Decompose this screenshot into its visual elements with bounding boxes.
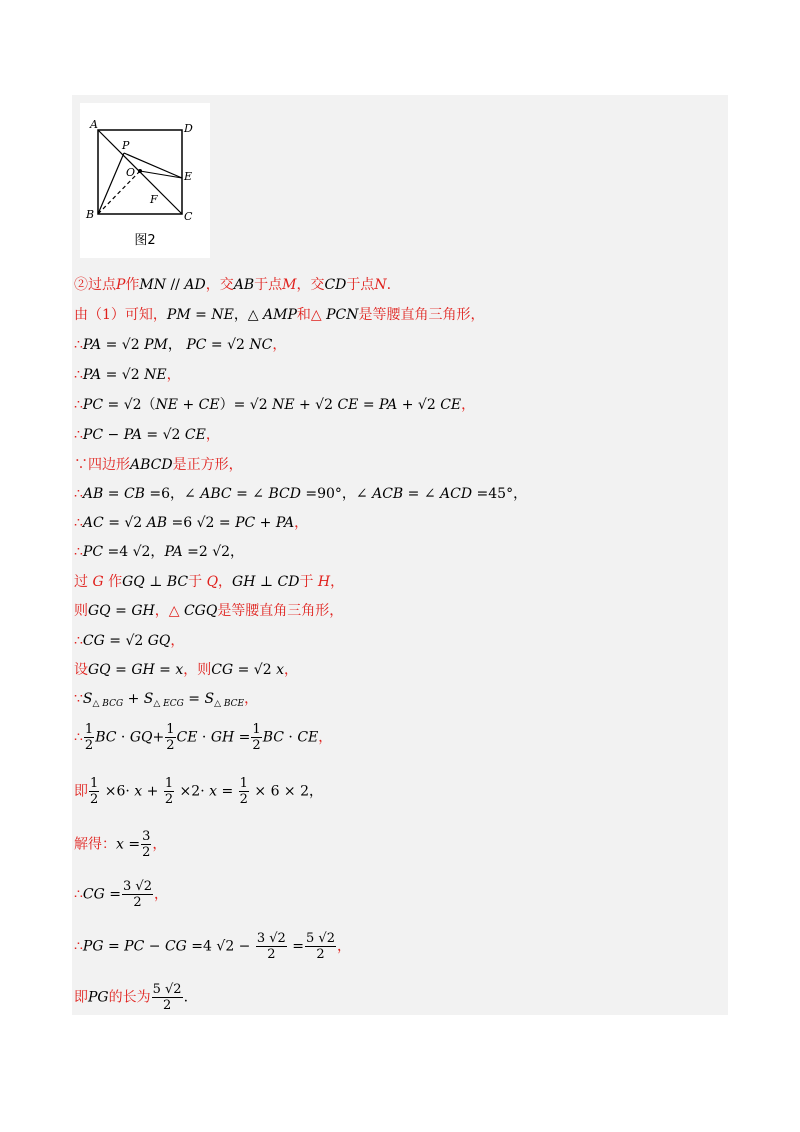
text: · (197, 729, 211, 746)
text: 由（1）可知， (74, 307, 167, 323)
text: PA (379, 397, 398, 413)
text: ABCD (130, 457, 173, 473)
text: 是等腰直角三角形， (358, 307, 485, 323)
text: =4 √2， (103, 544, 165, 560)
text: − (103, 427, 124, 443)
text: CE (297, 729, 319, 746)
text: ACB (372, 486, 404, 502)
text: = √2 (103, 515, 147, 531)
text: GH (131, 662, 155, 678)
text: GQ (129, 729, 153, 746)
denominator: 2 (142, 845, 151, 860)
numerator: 3 √2 (256, 931, 286, 946)
equation-area-sum (74, 722, 332, 753)
text: GH (131, 603, 155, 619)
final-answer (74, 982, 188, 1013)
label-e: E (184, 170, 193, 183)
text: PA (164, 544, 183, 560)
text: =6，∠ (144, 486, 201, 502)
text: PC (235, 515, 256, 531)
numerator: 5 √2 (152, 982, 182, 997)
text: G (92, 574, 104, 590)
text: AB (82, 486, 104, 502)
label-f: F (150, 193, 158, 206)
text: 于 (299, 574, 318, 590)
equation-solve-x (74, 829, 166, 860)
text: = (104, 886, 122, 903)
text: Q (206, 574, 219, 590)
text: ， (336, 938, 351, 955)
text: S (143, 691, 154, 707)
text: GQ (88, 662, 111, 678)
geometry-figure (80, 103, 210, 258)
text: CE (184, 427, 206, 443)
text: PC (124, 938, 145, 955)
text: 过 (74, 574, 93, 590)
text: CGQ (183, 603, 218, 619)
text: ×2· (175, 783, 210, 800)
text: = √2（ (103, 397, 156, 413)
solution-line-13 (74, 631, 184, 651)
solution-line-5 (74, 395, 475, 415)
label-c: C (184, 210, 193, 223)
text: x (209, 783, 218, 800)
text: = √2 (141, 427, 185, 443)
text: CG (82, 886, 105, 903)
text: ， (205, 427, 220, 443)
text: 是等腰直角三角形， (217, 603, 344, 619)
numerator: 3 (142, 829, 151, 844)
text: 作 (103, 574, 123, 590)
text: NE (272, 397, 295, 413)
text: ⊥ (144, 574, 167, 590)
fraction (152, 982, 183, 1013)
solution-line-9 (74, 513, 308, 533)
text: GQ (88, 603, 111, 619)
solution-line-8 (74, 484, 527, 504)
text: PG (82, 938, 104, 955)
text: ， (166, 367, 181, 383)
text: + (123, 691, 144, 707)
text: ， (244, 691, 259, 707)
text: △ BCE (214, 699, 245, 709)
text: · (283, 729, 298, 746)
text: ， (284, 662, 298, 678)
text: 是正方形， (172, 457, 243, 473)
text: CG (164, 938, 187, 955)
text: =90°，∠ (300, 486, 373, 502)
text: 和△ (296, 307, 327, 323)
equation-pg (74, 931, 351, 962)
denominator: 2 (252, 738, 261, 753)
text: ∴ (74, 544, 83, 560)
text: S (82, 691, 93, 707)
text: PC (82, 397, 104, 413)
text: ∴ (74, 515, 83, 531)
text: =2 √2， (182, 544, 245, 560)
text: ，交 (205, 277, 234, 293)
denominator: 2 (90, 792, 99, 807)
solution-line-4 (74, 365, 181, 385)
text: CE (198, 397, 220, 413)
text: + √2 (397, 397, 441, 413)
numerator: 3 √2 (123, 879, 152, 894)
text: CD (324, 277, 347, 293)
text: 即 (74, 783, 88, 800)
text: AB (233, 277, 255, 293)
text: = (287, 938, 305, 955)
text: + (152, 729, 165, 746)
text: + (255, 515, 276, 531)
text: CD (277, 574, 300, 590)
solution-line-2 (74, 305, 485, 325)
text: // (166, 277, 185, 293)
text: ， (152, 836, 167, 853)
fraction (256, 931, 287, 962)
text: = (154, 662, 176, 678)
text: ，△ (154, 603, 184, 619)
text: 即 (74, 989, 88, 1006)
text: ∴ (74, 729, 83, 746)
text: ， (294, 515, 309, 531)
text: x (276, 662, 284, 678)
text: × 6 × 2， (249, 783, 324, 800)
text: = (183, 691, 205, 707)
text: = (190, 307, 212, 323)
text: ， (461, 397, 476, 413)
text: ∴ (74, 486, 83, 502)
text: CB (123, 486, 145, 502)
text: ∴ (74, 337, 83, 353)
text: PA (275, 515, 295, 531)
text: = √2 (206, 337, 250, 353)
text: ，△ (233, 307, 264, 323)
segment-pb (98, 153, 124, 214)
text: = √2 (101, 337, 145, 353)
text: − (144, 938, 165, 955)
denominator: 2 (239, 792, 248, 807)
text: x (116, 836, 124, 853)
solution-line-6 (74, 425, 220, 445)
text: ）= √2 (219, 397, 273, 413)
equation-cg (74, 879, 168, 910)
text: ， (218, 574, 233, 590)
text: M (282, 277, 297, 293)
text: = (234, 729, 251, 746)
figure-caption: 图2 (134, 233, 156, 248)
numerator: 1 (239, 776, 248, 791)
text: H (317, 574, 331, 590)
text: . (183, 989, 189, 1006)
text: = (103, 938, 125, 955)
text: PA (82, 337, 102, 353)
text: ×6· (100, 783, 135, 800)
text: ACD (440, 486, 473, 502)
text: · (116, 729, 130, 746)
label-a: A (90, 118, 98, 131)
text: + √2 (294, 397, 338, 413)
text: ∴ (74, 633, 83, 649)
text: ∴ (74, 367, 83, 383)
text: = (217, 783, 238, 800)
text: PCN (326, 307, 359, 323)
solution-line-14 (74, 660, 298, 680)
fraction (89, 776, 99, 807)
text: BC (166, 574, 189, 590)
fraction (305, 931, 336, 962)
denominator: 2 (166, 738, 175, 753)
text: = √2 (101, 367, 145, 383)
text: x (175, 662, 184, 678)
denominator: 2 (162, 998, 172, 1013)
solution-line-12 (74, 601, 343, 621)
text: CE (337, 397, 359, 413)
text: PA (123, 427, 142, 443)
text: + (142, 783, 163, 800)
text: = (103, 486, 124, 502)
text: AB (146, 515, 168, 531)
fraction (251, 722, 261, 753)
point-o-dot (138, 169, 142, 173)
text: = √2 (233, 662, 277, 678)
text: S (204, 691, 215, 707)
denominator: 2 (164, 792, 174, 807)
fraction (239, 776, 249, 807)
text: P (116, 277, 126, 293)
denominator: 2 (267, 947, 276, 962)
label-p: P (122, 139, 130, 152)
text: 作 (125, 277, 140, 293)
solution-line-15 (74, 689, 258, 714)
numerator: 1 (90, 776, 99, 791)
text: ，则 (183, 662, 212, 678)
segment-oe (140, 171, 182, 178)
text: NE (144, 367, 167, 383)
text: = (358, 397, 380, 413)
label-b: B (86, 208, 95, 221)
text: 的长为 (108, 989, 151, 1006)
text: AD (184, 277, 206, 293)
text: GH (210, 729, 235, 746)
text: = (110, 662, 132, 678)
label-o: O (126, 166, 136, 179)
text: GQ (122, 574, 145, 590)
text: PC (82, 427, 104, 443)
solution-line-11 (74, 572, 344, 592)
text: + (178, 397, 199, 413)
text: x (134, 783, 143, 800)
fraction (164, 776, 174, 807)
text: BC (95, 729, 117, 746)
text: AMP (263, 307, 297, 323)
text: BC (262, 729, 284, 746)
text: CE (440, 397, 462, 413)
text: 则 (74, 603, 88, 619)
denominator: 2 (316, 947, 325, 962)
text: = (123, 836, 141, 853)
text: PA (82, 367, 102, 383)
solution-line-3 (74, 335, 286, 355)
text: = (110, 603, 132, 619)
text: GQ (147, 633, 171, 649)
numerator: 1 (252, 722, 261, 737)
numerator: 5 √2 (306, 931, 335, 946)
text: ， (318, 729, 333, 746)
text: . (386, 277, 392, 293)
text: BCD (268, 486, 301, 502)
text: GH (232, 574, 256, 590)
text: ②过点 (74, 277, 116, 293)
text: = ∠ (231, 486, 269, 502)
text: PM (166, 307, 191, 323)
label-d: D (184, 122, 193, 135)
text: PC (82, 544, 104, 560)
text: =6 √2 = (167, 515, 236, 531)
numerator: 1 (166, 722, 175, 737)
denominator: 2 (84, 738, 94, 753)
text: △ BCG (92, 699, 124, 709)
solution-line-7 (74, 455, 243, 475)
text: MN (139, 277, 167, 293)
text: 于点 (254, 277, 283, 293)
text: ， (153, 886, 168, 903)
text: CE (176, 729, 198, 746)
solution-line-10 (74, 542, 244, 562)
text: ⊥ (255, 574, 278, 590)
text: ∴ (74, 427, 83, 443)
text: △ ECG (153, 699, 184, 709)
text: ∵ (74, 691, 83, 707)
text: NC (249, 337, 273, 353)
text: PM (144, 337, 168, 353)
fraction (84, 722, 94, 753)
fraction (165, 722, 175, 753)
text: CG (211, 662, 234, 678)
text: = √2 (104, 633, 148, 649)
text: ∴ (74, 938, 83, 955)
text: 设 (74, 662, 88, 678)
text: =45°， (472, 486, 528, 502)
text: 解得： (74, 836, 116, 853)
text: ∴ (74, 397, 83, 413)
text: ∵四边形 (74, 457, 130, 473)
text: NE (155, 397, 179, 413)
text: PC (186, 337, 207, 353)
equation-substituted (74, 776, 323, 807)
text: 于 (188, 574, 207, 590)
text: ， (330, 574, 345, 590)
text: ABC (200, 486, 232, 502)
text: = ∠ (403, 486, 441, 502)
text: CG (82, 633, 105, 649)
text: ∴ (74, 886, 83, 903)
text: 于点 (346, 277, 375, 293)
numerator: 1 (84, 722, 94, 737)
text: ，交 (296, 277, 325, 293)
fraction (122, 879, 153, 910)
solution-line-1 (74, 275, 391, 295)
text: ， (170, 633, 185, 649)
text: PG (88, 989, 109, 1006)
text: N (374, 277, 387, 293)
text: NE (211, 307, 234, 323)
fraction (141, 829, 151, 860)
text: ， (167, 337, 187, 353)
text: ， (272, 337, 287, 353)
text: AC (82, 515, 104, 531)
text: =4 √2 − (186, 938, 255, 955)
numerator: 1 (164, 776, 174, 791)
denominator: 2 (133, 895, 142, 910)
